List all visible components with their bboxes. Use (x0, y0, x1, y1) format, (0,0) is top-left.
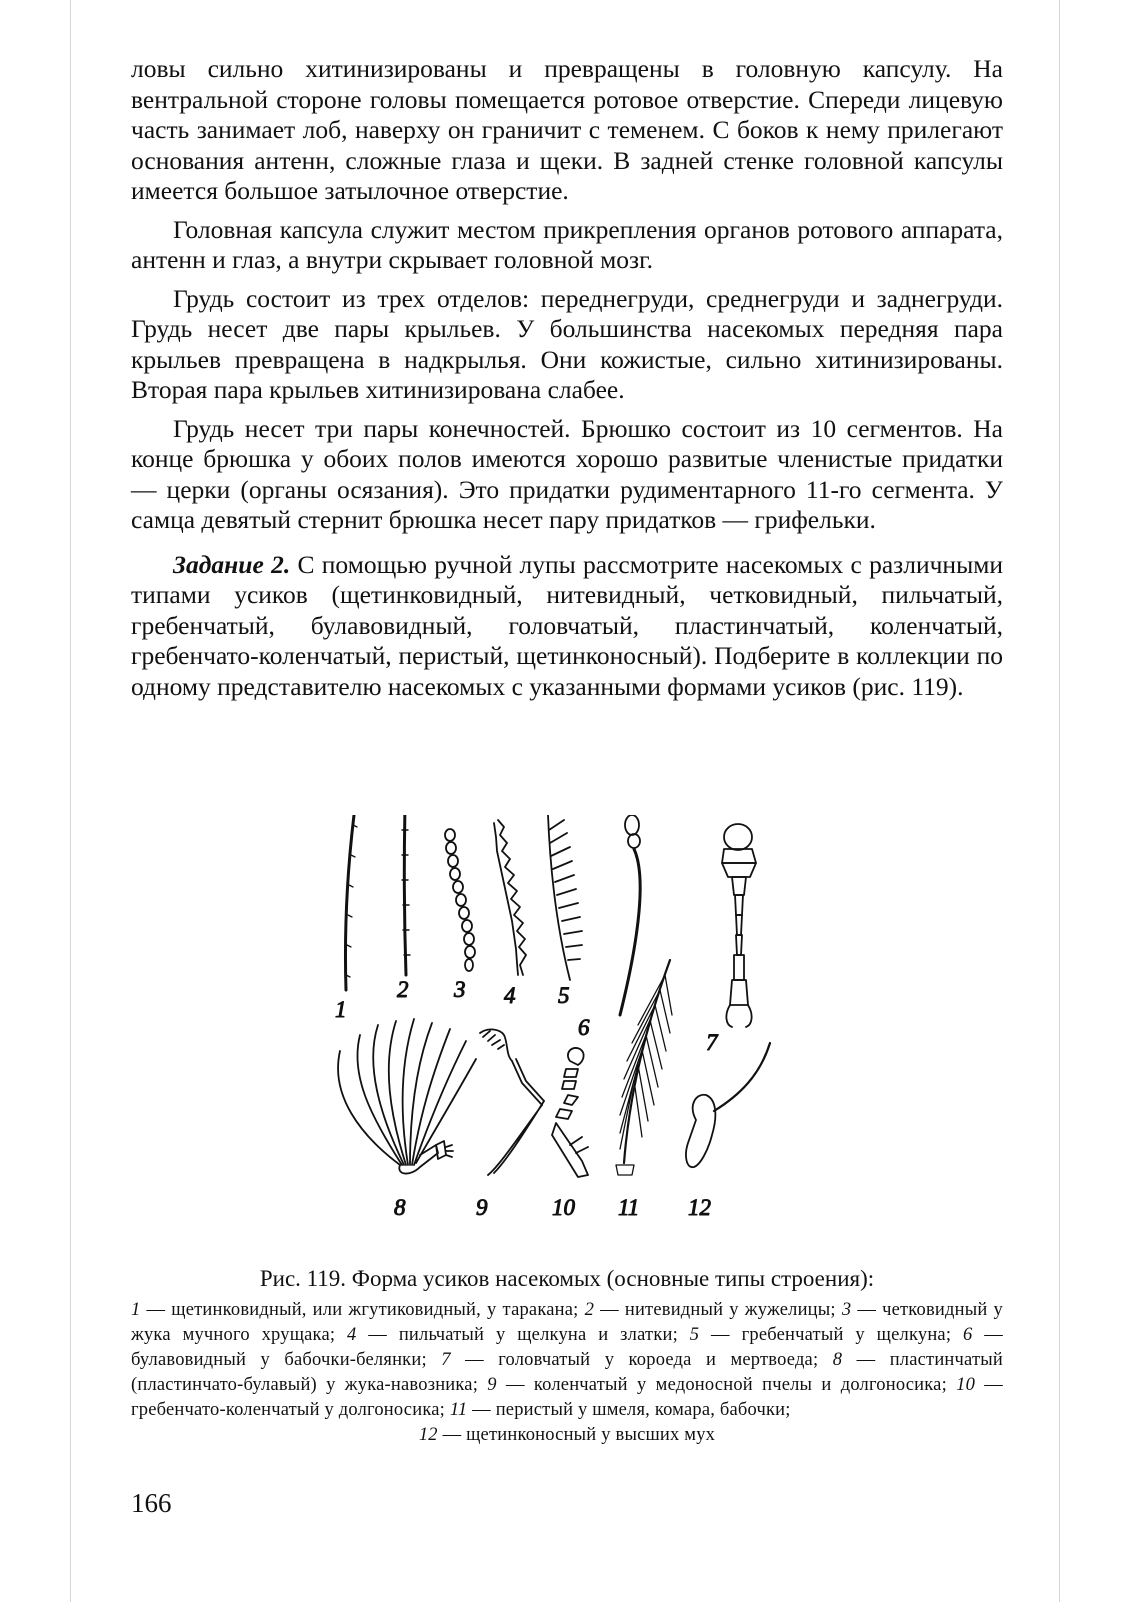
paragraph-1: ловы сильно хитинизированы и превращены в головную капсулу. На вентральной стороне головы помещается ротовое отверстие. Спереди лицевую часть занимает лоб, наверху он граничит с теменем. С боков к нему прилегают основания антенн, сложные глаза и щеки. В задней стенке головной капсулы имеется большое затылочное отверстие. (131, 54, 1003, 205)
caption-item-5-text: — гребенчатый у щелкуна; (699, 1325, 963, 1345)
antenna-6-drawing (620, 815, 640, 1015)
task-label: Задание 2. (173, 549, 291, 579)
task-text: С помощью ручной лупы рассмотрите насекомых с различными типами усиков (щетинковидный, нитевидный, четковидный, пильчатый, гребенчатый, булавовидный, головчатый, пластинчатый, коленчатый, гребенчато-коленчатый, перистый, щетинконосный). Подберите в коллекции по одному представителю насекомых с указанными формами усиков (рис. 119). (131, 549, 1003, 701)
caption-item-12-number: 12 (418, 1425, 438, 1445)
paragraph-2: Головная капсула служит местом прикрепления органов ротового аппарата, антенн и глаз, а внутри скрывает головной мозг. (131, 214, 1003, 274)
antenna-12-drawing (686, 1043, 770, 1167)
caption-item-6-number: 6 (963, 1325, 973, 1345)
figure-number-12: 12 (688, 1195, 711, 1220)
antenna-figure (320, 815, 800, 1235)
antenna-illustration (320, 815, 800, 1235)
caption-item-3-number: 3 (841, 1300, 852, 1320)
antenna-9-drawing (480, 1029, 544, 1175)
paragraph-3: Грудь состоит из трех отделов: переднегруди, среднегруди и заднегруди. Грудь несет две пары крыльев. У большинства насекомых передняя пара крыльев превращена в надкрылья. Они кожистые, сильно хитинизированы. Вторая пара крыльев хитинизирована слабее. (131, 283, 1003, 404)
caption-item-1-text: — щетинковидный, или жгутиковидный, у таракана; (140, 1300, 585, 1320)
caption-item-10-number: 10 (956, 1375, 976, 1395)
figure-caption-title: Рис. 119. Форма усиков насекомых (основные типы строения): (259, 1266, 875, 1291)
caption-item-7-text: — головчатый у короеда и мертвоеда; (450, 1350, 833, 1370)
caption-item-12 (131, 1423, 1003, 1448)
caption-item-8-text: — пластинчатый (пластинчато-булавый) у жука-навозника; (131, 1350, 1003, 1395)
caption-item-10-text: — гребенчато-коленчатый у долгоносика; (131, 1375, 1004, 1420)
caption-item-12-text: — щетинконосный у высших мух (437, 1425, 716, 1445)
antenna-5-drawing (548, 815, 582, 980)
caption-item-3-text: — четковидный у жука мучного хрущака; (131, 1300, 1003, 1345)
figure-caption-body (131, 1298, 1003, 1448)
caption-item-5-number: 5 (689, 1325, 700, 1345)
caption-item-4-number: 4 (347, 1325, 357, 1345)
antenna-4-drawing (494, 820, 526, 975)
paragraph-4: Грудь несет три пары конечностей. Брюшко состоит из 10 сегментов. На конце брюшка у обоих полов имеются хорошо развитые членистые придатки — церки (органы осязания). Это придатки рудиментарного 11-го сегмента. У самца девятый стернит брюшка несет пару придатков — грифельки. (131, 413, 1003, 534)
antenna-10-drawing (552, 1048, 588, 1177)
antenna-3-drawing (445, 829, 475, 971)
caption-item-7-number: 7 (441, 1350, 451, 1370)
antenna-1-drawing (345, 815, 354, 990)
caption-item-8-number: 8 (832, 1350, 843, 1370)
caption-item-6-text: — булавовидный у бабочки-белянки; (131, 1325, 1003, 1370)
caption-item-9-text: — коленчатый у медоносной пчелы и долгоносика; (496, 1375, 957, 1395)
antenna-8-drawing (338, 1019, 476, 1174)
caption-item-11-text: — перистый у шмеля, комара, бабочки; (467, 1400, 791, 1420)
task-paragraph (131, 550, 1003, 703)
caption-item-1-number: 1 (131, 1300, 141, 1320)
figure-number-10: 10 (552, 1195, 575, 1220)
caption-item-11-number: 11 (449, 1400, 468, 1420)
antenna-7-drawing (722, 824, 756, 1027)
caption-item-4-text: — пильчатый у щелкуна и златки; (356, 1325, 690, 1345)
figure-number-4: 4 (504, 983, 516, 1008)
page-number: 166 (131, 1488, 172, 1518)
caption-item-9-number: 9 (487, 1375, 497, 1395)
figure-number-9: 9 (476, 1195, 488, 1220)
figure-number-5: 5 (558, 983, 570, 1008)
figure-number-6: 6 (578, 1015, 590, 1040)
figure-number-1: 1 (335, 997, 347, 1022)
figure-number-2: 2 (397, 977, 409, 1002)
figure-number-8: 8 (394, 1195, 406, 1220)
body-text (131, 54, 1003, 710)
figure-number-7: 7 (706, 1030, 718, 1055)
caption-item-2-text: — нитевидный у жужелицы; (594, 1300, 842, 1320)
caption-item-2-number: 2 (584, 1300, 595, 1320)
antenna-2-drawing (404, 815, 406, 975)
figure-number-3: 3 (454, 977, 466, 1002)
figure-number-11: 11 (618, 1195, 640, 1220)
